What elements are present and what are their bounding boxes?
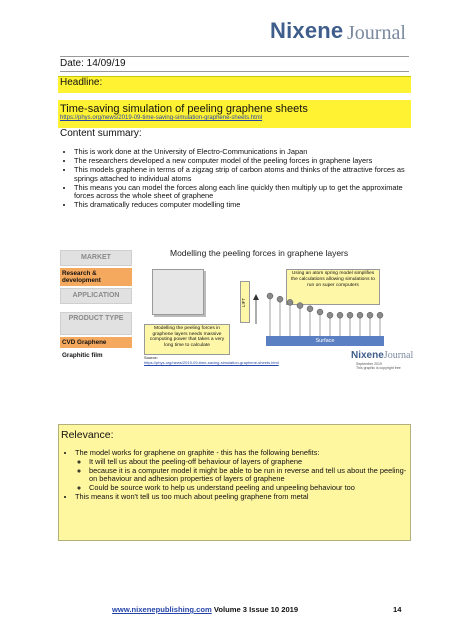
nixene-journal-logo: [270, 18, 410, 48]
mini-meta-copyright: This graphic is copyright free: [356, 366, 401, 370]
atom-circle: [277, 296, 283, 302]
relevance-label: Relevance:: [61, 429, 114, 441]
logo-name-bold: Nixene: [270, 18, 344, 43]
relevance-item: [75, 449, 410, 493]
mini-meta: [356, 362, 401, 370]
atom-circle: [267, 293, 273, 299]
market-value: Research & development: [60, 268, 132, 286]
figure-note-left: Modelling the peeling forces in graphene layers needs massive computing power that takes a very long time to calculate: [144, 324, 230, 355]
source-label: Source:: [144, 355, 158, 360]
product-value: Graphitic film: [62, 352, 103, 359]
summary-item: • This models graphene in terms of a zigzag strip of carbon atoms and thinks of the attractive forces as springs attached to individual atoms: [74, 166, 414, 183]
atom-circle: [287, 299, 293, 305]
relevance-intro: The model works for graphene on graphite - this has the following benefits:: [75, 448, 320, 457]
atom-circle: [297, 303, 303, 309]
figure-sidebar: [60, 250, 132, 363]
market-label: MARKET: [60, 250, 132, 266]
mini-logo-light: Journal: [383, 350, 414, 361]
summary-item: • The researchers developed a new computer model of the peeling forces in graphene layers: [74, 157, 414, 166]
surface-bar: Surface: [266, 336, 384, 346]
figure-panel: [60, 246, 414, 370]
atom-spring-diagram: [250, 288, 390, 340]
application-label: APPLICATION: [60, 288, 132, 304]
relevance-box: [58, 424, 411, 541]
summary-list: [60, 148, 414, 210]
content-summary-label: Content summary:: [60, 128, 142, 139]
relevance-list: [63, 449, 410, 502]
benefit-item: ◦ Could be source work to help us understand peeling and unpeeling behaviour too: [89, 484, 410, 493]
atom-circle: [357, 312, 363, 318]
page-number: 14: [393, 605, 402, 614]
product-type-label: PRODUCT TYPE: [60, 312, 132, 335]
source-link[interactable]: https://phys.org/news/2019-09-time-saving-simulation-graphene-sheets.html: [144, 360, 279, 365]
relevance-item: • This means it won't tell us too much about peeling graphene from metal: [75, 493, 410, 502]
product-value: CVD Graphene: [60, 337, 132, 348]
benefit-item: ◦ because it is a computer model it might be able to be run in reverse and tell us about the peeling-on behaviour and adhesion properties of layers of graphene: [89, 467, 410, 485]
footer-issue: Volume 3 Issue 10 2019: [211, 605, 299, 614]
figure-source: [144, 355, 279, 365]
summary-item: • This is work done at the University of Electro-Communications in Japan: [74, 148, 414, 157]
footer: [112, 605, 298, 614]
mini-meta-date: September 2019: [356, 362, 382, 366]
atom-circle: [307, 306, 313, 312]
figure-note-right: Using an atom spring model simplifies the calculations allowing simulations to run on super computers: [286, 269, 380, 305]
benefit-item: ◦ It will tell us about the peeling-off behaviour of layers of graphene: [89, 458, 410, 467]
logo-name-light: Journal: [347, 22, 406, 44]
headline-label: Headline:: [58, 76, 411, 93]
atom-circle: [367, 312, 373, 318]
date-line: Date: 14/09/19: [60, 56, 409, 72]
mini-logo: [351, 350, 413, 361]
summary-item: • This means you can model the forces along each line quickly then multiply up to get the approximate forces across the whole sheet of graphene: [74, 184, 414, 201]
mini-logo-bold: Nixene: [351, 350, 384, 361]
figure-title: Modelling the peeling forces in graphene layers: [170, 248, 349, 258]
atom-circle: [337, 312, 343, 318]
benefit-list: [75, 458, 410, 493]
graphene-sheet-image: [152, 269, 204, 315]
article-title: Time-saving simulation of peeling graphene sheets: [60, 103, 308, 115]
atom-circle: [327, 312, 333, 318]
footer-link[interactable]: www.nixenepublishing.com: [112, 605, 212, 614]
atom-circle: [347, 312, 353, 318]
atom-circle: [377, 312, 383, 318]
summary-item: • This dramatically reduces computer modelling time: [74, 201, 414, 210]
title-block: [58, 100, 411, 128]
article-link[interactable]: https://phys.org/news/2019-09-time-saving-simulation-graphene-sheets.html: [60, 115, 263, 121]
atom-circle: [317, 309, 323, 315]
lift-label: LIFT: [240, 281, 250, 323]
